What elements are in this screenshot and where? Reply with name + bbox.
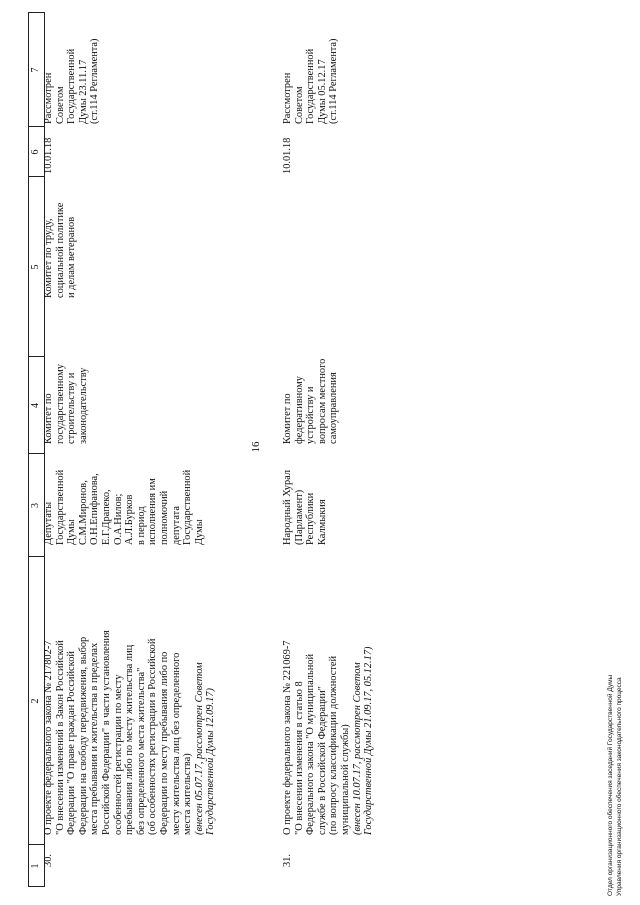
- bill-authors: Народный Хурал (Парламент) Республики Калмыкия: [282, 469, 328, 545]
- column-header: 4: [30, 403, 41, 408]
- status: Рассмотрен Советом Государственной Думы 05.12.17 (ст.114 Регламента): [282, 38, 340, 124]
- bill-description: О проекте федерального закона № 221069-7 "О внесении изменения в статью 8 Федерального закона "О муниципальной службе в Российской Федерации" (по вопросу классификации должностей муниципальной службы) (внесен 10.07.17, рассмотрен Советом Государственной Думы 21.09.17, 05.12.17): [282, 640, 375, 835]
- status: Рассмотрен Советом Государственной Думы 23.11.17 (ст.114 Регламента): [43, 38, 101, 124]
- lead-committee: Комитет по государственному строительству и законодательству: [43, 363, 89, 444]
- footer-line: Управления организационного обеспечения законодательного процесса: [616, 677, 623, 896]
- consideration-date: 10.01.18: [282, 137, 293, 174]
- page-number: 16: [250, 441, 262, 453]
- footer-department: [606, 675, 624, 896]
- column-header: 1: [30, 863, 41, 869]
- column-header: 3: [30, 503, 41, 508]
- row-number: 31.: [282, 854, 293, 867]
- bill-authors: Депутаты Государственной Думы С.М.Миронов, О.Н.Епифанова, Е.Г.Драпеко, О.А.Нилов; А.Л.Бурков в период исполнения им полномочий депутата Государственной Думы: [43, 469, 205, 545]
- column-header: 5: [30, 264, 41, 270]
- lead-committee: Комитет по федеративному устройству и вопросам местного самоуправления: [282, 358, 340, 444]
- co-executor-committee: Комитет по труду, социальной политике и делам ветеранов: [43, 202, 78, 298]
- bill-description: О проекте федерального закона № 217802-7 "О внесении изменений в Закон Российской Федерации "О праве граждан Российской Федерации на свободу передвижения, выбор места пребывания и жительства в пределах Российской Федерации" в части установления особенностей регистрации по месту пребывания либо по месту жительства лиц без определенного места жительства" (об особенностях регистрации в Российской Федерации по месту пребывания либо по месту жительства лиц без определенного места жительства) (внесен 05.07.17, рассмотрен Советом Государственной Думы 12.09.17): [43, 630, 217, 835]
- footer-line: Отдел организационного обеспечения заседаний Государственной Думы: [607, 674, 614, 896]
- row-number: 30.: [43, 854, 54, 867]
- column-header: 7: [30, 67, 41, 73]
- column-header: 6: [30, 149, 41, 155]
- consideration-date: 10.01.18: [43, 137, 54, 174]
- column-header: 2: [30, 698, 41, 704]
- bills-table: [28, 12, 618, 887]
